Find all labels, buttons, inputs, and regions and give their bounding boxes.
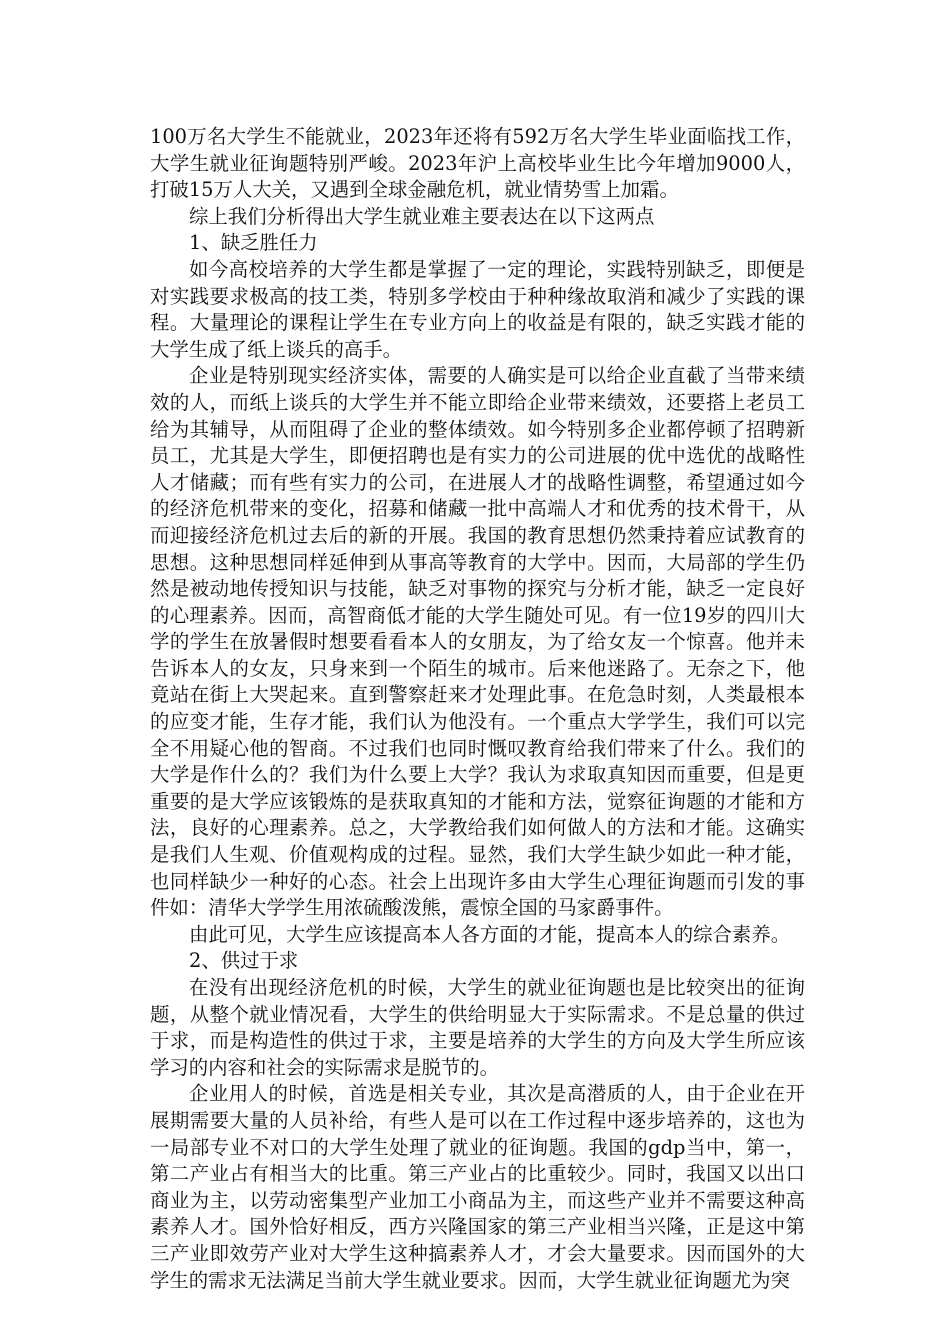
paragraph-summary: 综上我们分析得出大学生就业难主要表达在以下这两点 [189, 204, 655, 228]
paragraph-conclusion: 由此可见，大学生应该提高本人各方面的才能，提高本人的综合素养。 [189, 922, 791, 946]
paragraph-intro: 100万名大学生不能就业，2023年还将有592万名大学生毕业面临找工作，大学生就业征询题特别严峻。2023年沪上高校毕业生比今年增加9000人，打破15万人大关，又遇到全球金融危机，就业情势雪上加霜。 [150, 125, 805, 202]
paragraph-industry: 企业用人的时候，首选是相关专业，其次是高潜质的人，由于企业在开展期需要大量的人员补给，有些人是可以在工作过程中逐步培养的，这也为一局部专业不对口的大学生处理了就业的征询题。我国的gdp当中，第一，第二产业占有相当大的比重。第三产业占的比重较少。同时，我国又以出口商业为主，以劳动密集型产业加工小商品为主，而这些产业并不需要这种高素养人才。国外恰好相反，西方兴隆国家的第三产业相当兴隆，正是这中第三产业即效劳产业对大学生这种搞素养人才，才会大量要求。因而国外的大学生的需求无法满足当前大学生就业要求。因而，大学生就业征询题尤为突 [150, 1082, 805, 1292]
paragraph-practice: 如今高校培养的大学生都是掌握了一定的理论，实践特别缺乏，即便是对实践要求极高的技工类，特别多学校由于种种缘故取消和减少了实践的课程。大量理论的课程让学生在专业方向上的收益是有限的，缺乏实践才能的大学生成了纸上谈兵的高手。 [150, 257, 805, 361]
section-heading-competence: 1、缺乏胜任力 [189, 231, 318, 255]
paragraph-enterprise: 企业是特别现实经济实体，需要的人确实是可以给企业直截了当带来绩效的人，而纸上谈兵的大学生并不能立即给企业带来绩效，还要搭上老员工给为其辅导，从而阻碍了企业的整体绩效。如今特别多企业都停顿了招聘新员工，尤其是大学生，即便招聘也是有实力的公司进展的优中选优的战略性人才储藏；而有些有实力的公司，在进展人才的战略性调整，希望通过如今的经济危机带来的变化，招募和储藏一批中高端人才和优秀的技术骨干，从而迎接经济危机过去后的新的开展。我国的教育思想仍然秉持着应试教育的思想。这种思想同样延伸到从事高等教育的大学中。因而，大局部的学生仍然是被动地传授知识与技能，缺乏对事物的探究与分析才能，缺乏一定良好的心理素养。因而，高智商低才能的大学生随处可见。有一位19岁的四川大学的学生在放暑假时想要看看本人的女朋友，为了给女友一个惊喜。他并未告诉本人的女友，只身来到一个陌生的城市。后来他迷路了。无奈之下，他竟站在街上大哭起来。直到警察赶来才处理此事。在危急时刻，人类最根本的应变才能，生存才能，我们认为他没有。一个重点大学学生，我们可以完全不用疑心他的智商。不过我们也同时慨叹教育给我们带来了什么。我们的大学是作什么的？我们为什么要上大学？我认为求取真知因而重要，但是更重要的是大学应该锻炼的是获取真知的才能和方法，觉察征询题的才能和方法，良好的心理素养。总之，大学教给我们如何做人的方法和才能。这确实是我们人生观、价值观构成的过程。显然，我们大学生缺少如此一种才能，也同样缺少一种好的心态。社会上出现许多由大学生心理征询题而引发的事件如：清华大学学生用浓硫酸泼熊，震惊全国的马家爵事件。 [150, 364, 805, 920]
section-heading-oversupply: 2、供过于求 [189, 949, 299, 973]
document-body [150, 124, 805, 1294]
paragraph-oversupply: 在没有出现经济危机的时候，大学生的就业征询题也是比较突出的征询题，从整个就业情况看，大学生的供给明显大于实际需求。不是总量的供过于求，而是构造性的供过于求，主要是培养的大学生的方向及大学生所应该学习的内容和社会的实际需求是脱节的。 [150, 976, 805, 1079]
